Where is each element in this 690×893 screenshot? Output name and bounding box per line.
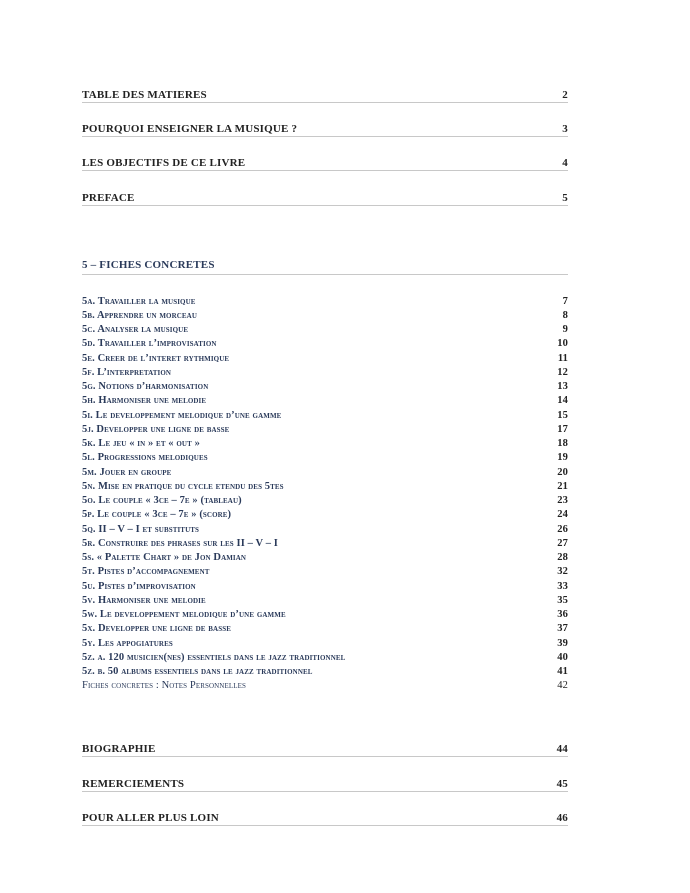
toc-sub-page: 10 [557,338,568,350]
toc-sub-page: 42 [557,680,568,692]
toc-entry-page: 3 [562,123,568,135]
toc-sub-entry[interactable] [82,451,568,465]
toc-sub-entry[interactable] [82,565,568,579]
toc-sub-page: 32 [557,566,568,578]
toc-entry-page: 5 [562,192,568,204]
toc-sub-entry[interactable] [82,323,568,337]
toc-sub-entry[interactable] [82,551,568,565]
toc-sub-label: 5g. Notions d’harmonisation [82,381,209,393]
toc-sub-label: 5w. Le developpement melodique d’une gamme [82,609,286,621]
toc-sub-page: 14 [557,395,568,407]
toc-sub-entry[interactable] [82,479,568,493]
toc-entry[interactable] [82,810,568,826]
toc-sub-page: 12 [557,366,568,378]
toc-entry-label: REMERCIEMENTS [82,778,185,790]
toc-sub-label: 5u. Pistes d’improvisation [82,580,196,592]
toc-sub-entry[interactable] [82,465,568,479]
toc-sub-entry[interactable] [82,394,568,408]
toc-sub-label: 5r. Construire des phrases sur les II – V – I [82,537,278,549]
toc-sub-label: 5t. Pistes d’accompagnement [82,566,210,578]
toc-sub-label: 5o. Le couple « 3ce – 7e » (tableau) [82,495,242,507]
toc-sub-label: 5e. Creer de l’interet rythmique [82,352,230,364]
toc-entry-page: 46 [556,812,568,824]
toc-sub-page: 24 [557,509,568,521]
toc-sub-page: 21 [557,480,568,492]
toc-sub-label: 5i. Le developpement melodique d’une gamme [82,409,282,421]
toc-sub-page: 23 [557,495,568,507]
toc-sub-page: 37 [557,623,568,635]
toc-sub-entry[interactable] [82,579,568,593]
toc-sub-label: 5h. Harmoniser une melodie [82,395,207,407]
toc-sub-entry[interactable] [82,308,568,322]
toc-sub-page: 17 [557,423,568,435]
toc-sub-entry[interactable] [82,650,568,664]
toc-sub-entry[interactable] [82,422,568,436]
toc-sub-label: 5y. Les appogiatures [82,637,173,649]
toc-entry-page: 2 [562,89,568,101]
toc-sub-label: 5q. II – V – I et substituts [82,523,199,535]
toc-sub-entry[interactable] [82,593,568,607]
toc-sub-entry[interactable] [82,679,568,693]
toc-entry[interactable] [82,741,568,757]
toc-sub-label: 5j. Developper une ligne de basse [82,423,230,435]
toc-sub-page: 7 [562,295,568,307]
toc-sub-page: 18 [557,438,568,450]
toc-sub-page: 20 [557,466,568,478]
toc-sub-label: 5n. Mise en pratique du cycle etendu des 5tes [82,480,284,492]
toc-entry-page: 45 [556,778,568,790]
toc-entry[interactable] [82,87,568,103]
toc-sub-entry[interactable] [82,365,568,379]
toc-sub-page: 8 [562,309,568,321]
toc-sub-list [82,294,568,693]
toc-sub-label: 5z. a. 120 musicien(nes) essentiels dans le jazz traditionnel [82,651,346,663]
toc-sub-page: 15 [557,409,568,421]
toc-sub-entry[interactable] [82,380,568,394]
toc-entry-label: POURQUOI ENSEIGNER LA MUSIQUE ? [82,123,298,135]
toc-sub-entry[interactable] [82,408,568,422]
toc-sub-page: 40 [557,651,568,663]
toc-sub-entry[interactable] [82,494,568,508]
toc-sub-page: 41 [557,666,568,678]
toc-sub-label: 5z. b. 50 albums essentiels dans le jazz traditionnel [82,666,313,678]
toc-sub-entry[interactable] [82,508,568,522]
toc-sub-label: Fiches concretes : Notes Personnelles [82,680,246,692]
toc-sub-page: 19 [557,452,568,464]
toc-sub-label: 5s. « Palette Chart » de Jon Damian [82,552,247,564]
toc-entry[interactable] [82,776,568,792]
toc-sub-page: 26 [557,523,568,535]
toc-entry-page: 4 [562,157,568,169]
toc-sub-label: 5b. Apprendre un morceau [82,309,197,321]
toc-sub-entry[interactable] [82,351,568,365]
toc-entry[interactable] [82,121,568,137]
toc-sub-entry[interactable] [82,536,568,550]
toc-sub-page: 35 [557,594,568,606]
toc-sub-page: 27 [557,537,568,549]
toc-sub-entry[interactable] [82,294,568,308]
toc-sub-page: 28 [557,552,568,564]
toc-sub-entry[interactable] [82,437,568,451]
toc-sub-label: 5d. Travailler l’improvisation [82,338,217,350]
toc-entry-label: TABLE DES MATIERES [82,89,207,101]
toc-entry-label: POUR ALLER PLUS LOIN [82,812,219,824]
section-heading[interactable]: 5 – FICHES CONCRETES [82,259,568,275]
toc-sub-page: 33 [557,580,568,592]
toc-sub-entry[interactable] [82,622,568,636]
toc-sub-entry[interactable] [82,636,568,650]
toc-sub-entry[interactable] [82,522,568,536]
toc-sub-page: 13 [557,381,568,393]
toc-sub-page: 39 [557,637,568,649]
toc-sub-label: 5m. Jouer en groupe [82,466,172,478]
toc-sub-page: 36 [557,609,568,621]
toc-entry-page: 44 [556,743,568,755]
toc-sub-label: 5l. Progressions melodiques [82,452,208,464]
toc-sub-label: 5v. Harmoniser une melodie [82,594,206,606]
toc-sub-label: 5x. Developper une ligne de basse [82,623,231,635]
toc-entry[interactable] [82,190,568,206]
toc-sub-label: 5c. Analyser la musique [82,324,189,336]
toc-sub-label: 5k. Le jeu « in » et « out » [82,438,200,450]
toc-sub-label: 5a. Travailler la musique [82,295,196,307]
toc-sub-page: 9 [562,324,568,336]
toc-entry[interactable] [82,155,568,171]
toc-entry-label: LES OBJECTIFS DE CE LIVRE [82,157,246,169]
toc-entry-label: PREFACE [82,192,135,204]
toc-sub-entry[interactable] [82,337,568,351]
toc-sub-entry[interactable] [82,608,568,622]
toc-sub-entry[interactable] [82,665,568,679]
toc-sub-label: 5p. Le couple « 3ce – 7e » (score) [82,509,232,521]
toc-sub-page: 11 [557,352,568,364]
toc-entry-label: BIOGRAPHIE [82,743,156,755]
toc-sub-label: 5f. L’interpretation [82,366,172,378]
